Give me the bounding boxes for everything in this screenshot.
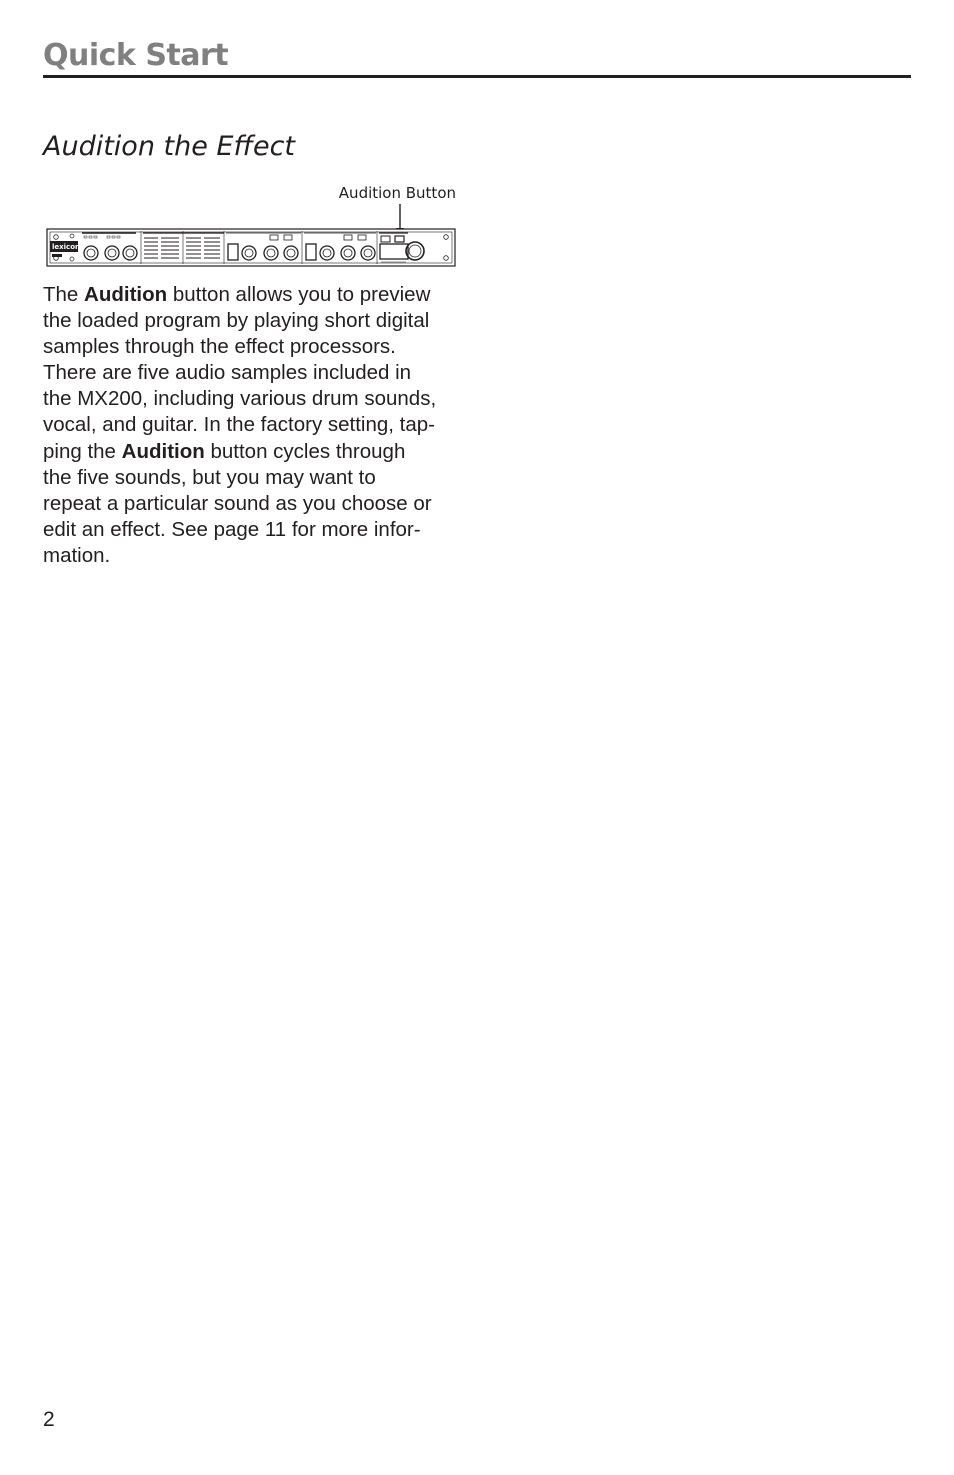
audition-button-callout-label: Audition Button [338, 184, 456, 202]
section-title: Audition the Effect [43, 131, 296, 162]
body-text-run: the five sounds, but you may want to [43, 465, 376, 489]
page-number: 2 [43, 1408, 55, 1431]
body-text-run: the MX200, including various drum sounds, [43, 387, 437, 411]
body-text-run: The [43, 283, 85, 306]
page-header-title: Quick Start [43, 38, 229, 73]
body-text-run: vocal, and guitar. In the factory setting, tap- [43, 413, 436, 437]
audition-term: Audition [84, 283, 168, 306]
device-front-panel-illustration [46, 182, 458, 272]
header-rule [43, 75, 911, 78]
body-text-run: the loaded program by playing short digital [43, 309, 430, 333]
body-text-run: button allows you to preview [167, 283, 431, 306]
body-text-run: ping the [43, 439, 122, 463]
device-front-panel-figure [46, 182, 458, 272]
audition-term: Audition [121, 439, 205, 463]
body-text-run: mation. [43, 543, 111, 567]
body-text-run: repeat a particular sound as you choose or [43, 491, 432, 515]
body-text-run: button cycles through [204, 439, 406, 463]
body-paragraph [43, 282, 468, 569]
body-text-run: There are five audio samples included in [43, 361, 412, 385]
body-text-run: edit an effect. See page 11 for more infor- [43, 517, 421, 541]
brand-logo-text: lexicon [52, 243, 81, 251]
body-text-run: samples through the effect processors. [43, 335, 396, 359]
